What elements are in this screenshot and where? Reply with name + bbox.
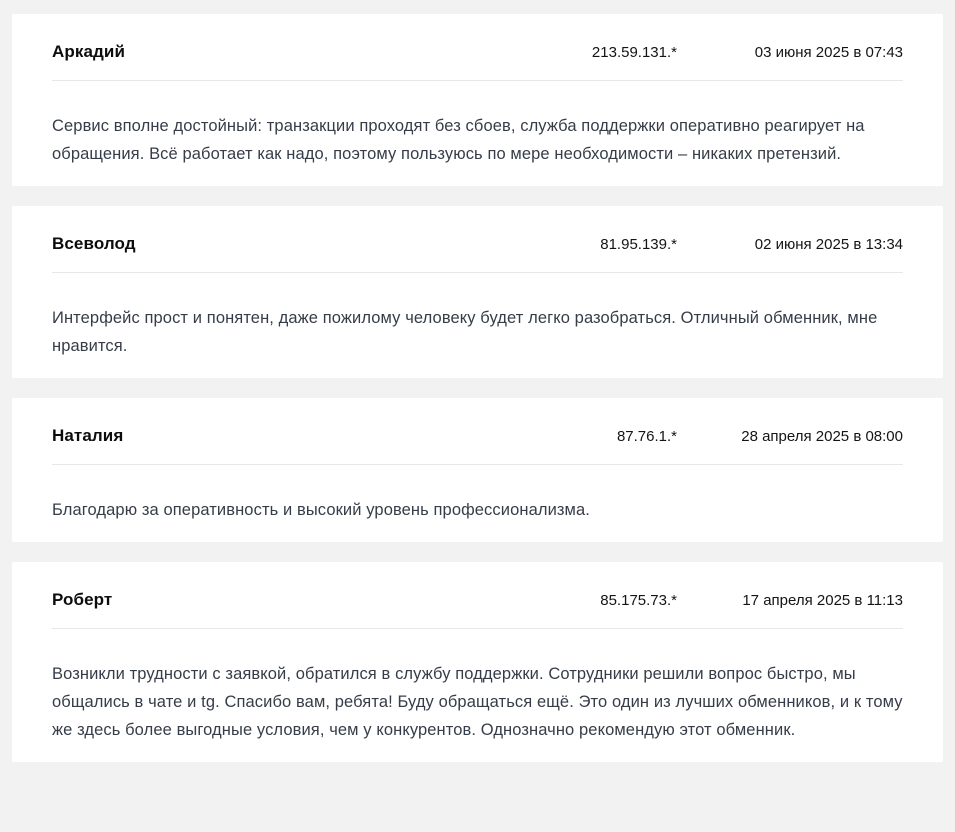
review-text: Интерфейс прост и понятен, даже пожилому человеку будет легко разобраться. Отличный обменник, мне нравится. (52, 309, 878, 355)
review-card (12, 562, 943, 762)
review-ip: 87.76.1.* (616, 428, 677, 445)
divider (52, 80, 903, 81)
review-ip: 81.95.139.* (600, 236, 677, 253)
review-header (52, 588, 903, 613)
review-date: 02 июня 2025 в 13:34 (754, 236, 903, 253)
review-ip: 213.59.131.* (591, 44, 677, 61)
review-date: 03 июня 2025 в 07:43 (754, 44, 903, 61)
review-author: Роберт (52, 590, 113, 609)
review-author: Аркадий (52, 42, 126, 61)
divider (52, 628, 903, 629)
review-author: Наталия (52, 426, 124, 445)
review-author: Всеволод (52, 234, 136, 253)
review-card (12, 398, 943, 542)
review-card (12, 14, 943, 186)
review-text: Возникли трудности с заявкой, обратился в службу поддержки. Сотрудники решили вопрос быстро, мы общались в чате и tg. Спасибо вам, ребята! Буду обращаться ещё. Это один из лучших обменников, и к тому же здесь более выгодные условия, чем у конкурентов. Однозначно рекомендую этот обменник. (52, 665, 903, 739)
divider (52, 272, 903, 273)
review-date: 28 апреля 2025 в 08:00 (741, 428, 903, 445)
review-text: Сервис вполне достойный: транзакции проходят без сбоев, служба поддержки оперативно реагирует на обращения. Всё работает как надо, поэтому пользуюсь по мере необходимости – никаких претензий. (52, 117, 865, 163)
review-header (52, 232, 903, 257)
divider (52, 464, 903, 465)
review-card (12, 206, 943, 378)
review-header (52, 424, 903, 449)
review-ip: 85.175.73.* (600, 592, 677, 609)
review-text: Благодарю за оперативность и высокий уровень профессионализма. (52, 501, 590, 519)
review-date: 17 апреля 2025 в 11:13 (742, 592, 903, 609)
review-header (52, 40, 903, 65)
